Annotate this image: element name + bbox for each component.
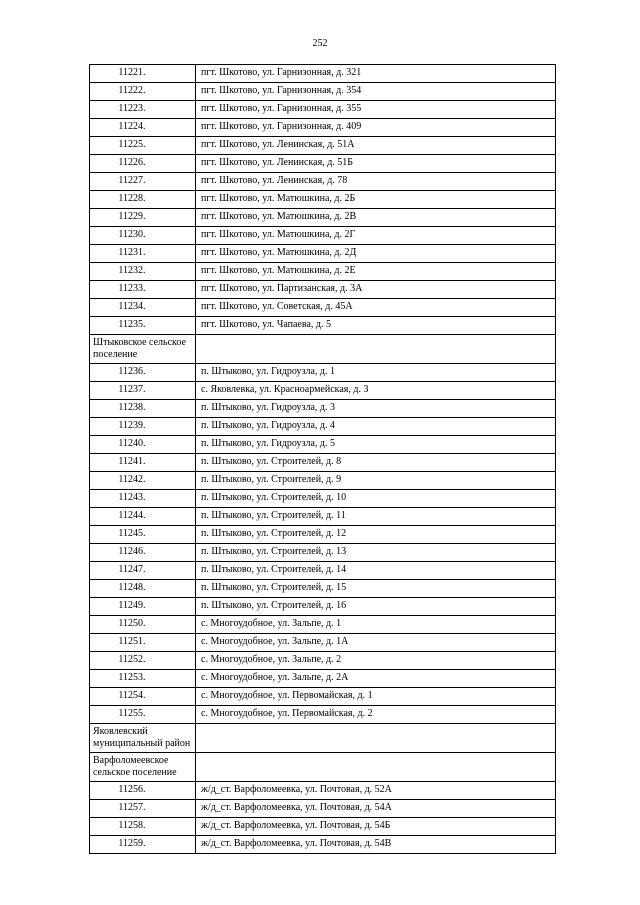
section-row [90,335,556,364]
table-row [90,191,556,209]
row-address: ж/д_ст. Варфоломеевка, ул. Почтовая, д. 54В [196,836,556,854]
row-address: пгт. Шкотово, ул. Гарнизонная, д. 354 [196,83,556,101]
row-number: 11241. [90,454,196,472]
row-address: ж/д_ст. Варфоломеевка, ул. Почтовая, д. 54Б [196,818,556,836]
table-row [90,281,556,299]
row-address: пгт. Шкотово, ул. Чапаева, д. 5 [196,317,556,335]
table-row [90,101,556,119]
table-row [90,382,556,400]
table-row [90,65,556,83]
table-row [90,490,556,508]
section-label: Варфоломеевское сельское поселение [90,753,196,782]
table-row [90,364,556,382]
row-address: пгт. Шкотово, ул. Матюшкина, д. 2Г [196,227,556,245]
row-number: 11229. [90,209,196,227]
table-row [90,598,556,616]
row-number: 11227. [90,173,196,191]
row-number: 11231. [90,245,196,263]
table-row [90,836,556,854]
row-address: п. Штыково, ул. Строителей, д. 12 [196,526,556,544]
row-address: п. Штыково, ул. Гидроузла, д. 4 [196,418,556,436]
table-row [90,688,556,706]
table-row [90,800,556,818]
row-number: 11259. [90,836,196,854]
row-number: 11237. [90,382,196,400]
row-address: п. Штыково, ул. Гидроузла, д. 5 [196,436,556,454]
table-row [90,317,556,335]
row-address: пгт. Шкотово, ул. Матюшкина, д. 2Д [196,245,556,263]
row-address: пгт. Шкотово, ул. Матюшкина, д. 2В [196,209,556,227]
row-number: 11247. [90,562,196,580]
row-number: 11222. [90,83,196,101]
row-address: пгт. Шкотово, ул. Матюшкина, д. 2Е [196,263,556,281]
table-row [90,616,556,634]
row-address: с. Многоудобное, ул. Зальпе, д. 1 [196,616,556,634]
row-address: п. Штыково, ул. Строителей, д. 9 [196,472,556,490]
row-address: пгт. Шкотово, ул. Гарнизонная, д. 409 [196,119,556,137]
empty-cell [196,335,556,364]
table-row [90,818,556,836]
row-number: 11250. [90,616,196,634]
row-address: пгт. Шкотово, ул. Ленинская, д. 51Б [196,155,556,173]
row-number: 11245. [90,526,196,544]
section-row [90,724,556,753]
row-number: 11243. [90,490,196,508]
row-number: 11257. [90,800,196,818]
row-address: п. Штыково, ул. Строителей, д. 16 [196,598,556,616]
row-number: 11246. [90,544,196,562]
row-number: 11253. [90,670,196,688]
table-row [90,436,556,454]
row-number: 11225. [90,137,196,155]
row-address: пгт. Шкотово, ул. Гарнизонная, д. 355 [196,101,556,119]
address-table-body [90,65,556,854]
table-row [90,227,556,245]
row-address: пгт. Шкотово, ул. Ленинская, д. 51А [196,137,556,155]
row-address: с. Многоудобное, ул. Первомайская, д. 1 [196,688,556,706]
row-address: с. Многоудобное, ул. Первомайская, д. 2 [196,706,556,724]
row-number: 11226. [90,155,196,173]
row-address: п. Штыково, ул. Строителей, д. 8 [196,454,556,472]
section-label: Штыковское сельское поселение [90,335,196,364]
table-row [90,245,556,263]
row-number: 11248. [90,580,196,598]
row-number: 11235. [90,317,196,335]
row-number: 11236. [90,364,196,382]
row-number: 11254. [90,688,196,706]
table-row [90,580,556,598]
row-number: 11230. [90,227,196,245]
row-number: 11255. [90,706,196,724]
row-number: 11251. [90,634,196,652]
table-row [90,544,556,562]
row-address: с. Многоудобное, ул. Зальпе, д. 2 [196,652,556,670]
row-address: пгт. Шкотово, ул. Ленинская, д. 78 [196,173,556,191]
row-address: п. Штыково, ул. Строителей, д. 11 [196,508,556,526]
table-row [90,472,556,490]
page-number: 252 [312,38,328,49]
row-number: 11221. [90,65,196,83]
row-address: п. Штыково, ул. Строителей, д. 10 [196,490,556,508]
row-address: пгт. Шкотово, ул. Гарнизонная, д. 321 [196,65,556,83]
row-address: п. Штыково, ул. Строителей, д. 13 [196,544,556,562]
row-address: с. Яковлевка, ул. Красноармейская, д. 3 [196,382,556,400]
table-row [90,670,556,688]
section-row [90,753,556,782]
table-row [90,119,556,137]
row-address: с. Многоудобное, ул. Зальпе, д. 1А [196,634,556,652]
table-row [90,508,556,526]
row-number: 11252. [90,652,196,670]
table-row [90,454,556,472]
empty-cell [196,753,556,782]
row-number: 11232. [90,263,196,281]
row-address: п. Штыково, ул. Гидроузла, д. 3 [196,400,556,418]
row-address: пгт. Шкотово, ул. Матюшкина, д. 2Б [196,191,556,209]
table-row [90,562,556,580]
row-number: 11239. [90,418,196,436]
row-address: п. Штыково, ул. Гидроузла, д. 1 [196,364,556,382]
table-row [90,155,556,173]
row-address: с. Многоудобное, ул. Зальпе, д. 2А [196,670,556,688]
row-number: 11223. [90,101,196,119]
row-address: п. Штыково, ул. Строителей, д. 15 [196,580,556,598]
row-number: 11249. [90,598,196,616]
table-row [90,83,556,101]
row-address: ж/д_ст. Варфоломеевка, ул. Почтовая, д. 52А [196,782,556,800]
row-number: 11234. [90,299,196,317]
table-row [90,299,556,317]
table-row [90,418,556,436]
address-table [89,64,556,854]
row-number: 11238. [90,400,196,418]
table-row [90,706,556,724]
row-address: пгт. Шкотово, ул. Советская, д. 45А [196,299,556,317]
row-number: 11240. [90,436,196,454]
section-label: Яковлевский муниципальный район [90,724,196,753]
row-number: 11224. [90,119,196,137]
row-number: 11258. [90,818,196,836]
table-row [90,652,556,670]
table-row [90,782,556,800]
row-number: 11242. [90,472,196,490]
empty-cell [196,724,556,753]
row-address: п. Штыково, ул. Строителей, д. 14 [196,562,556,580]
table-row [90,526,556,544]
row-address: ж/д_ст. Варфоломеевка, ул. Почтовая, д. 54А [196,800,556,818]
row-number: 11244. [90,508,196,526]
table-row [90,400,556,418]
table-row [90,634,556,652]
table-row [90,209,556,227]
table-row [90,263,556,281]
row-number: 11256. [90,782,196,800]
table-row [90,137,556,155]
row-number: 11233. [90,281,196,299]
table-row [90,173,556,191]
row-number: 11228. [90,191,196,209]
row-address: пгт. Шкотово, ул. Партизанская, д. 3А [196,281,556,299]
